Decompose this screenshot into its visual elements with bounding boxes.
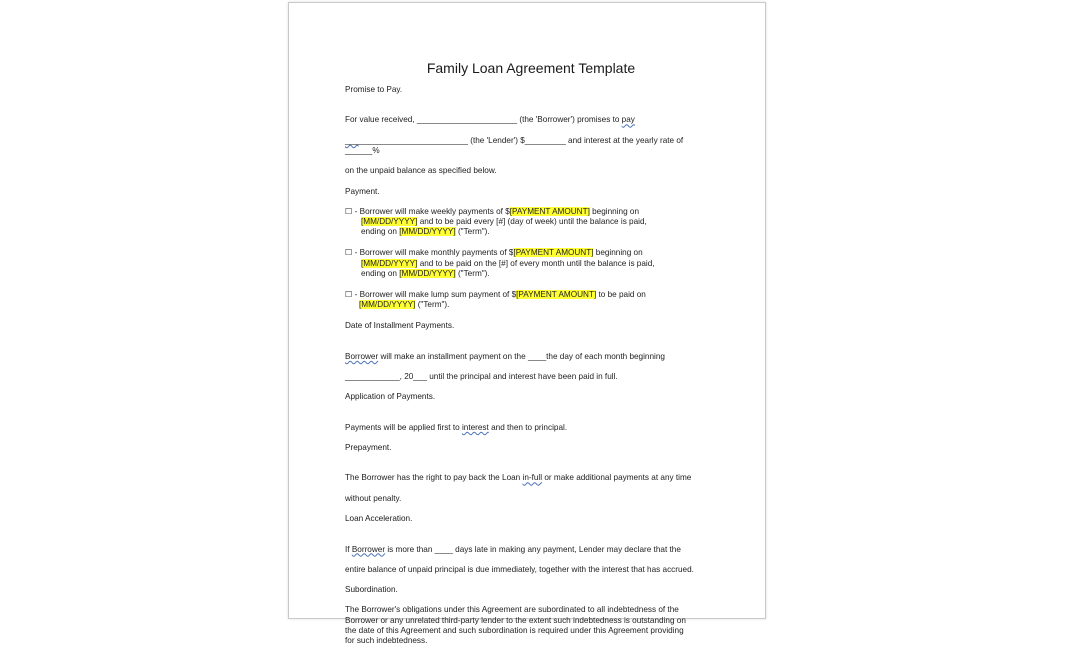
weekly-text: Borrower will make weekly payments of $ <box>357 206 510 216</box>
payment-option-monthly <box>345 248 717 279</box>
checkbox-weekly[interactable]: ☐ - <box>345 206 358 216</box>
payment-option-lump-sum <box>345 290 717 310</box>
monthly-line3 <box>345 269 490 278</box>
acceleration-post: is more than ____ days late in making any payment, Lender may declare that the <box>385 544 681 554</box>
spellcheck-flag[interactable]: pay <box>621 115 635 125</box>
heading-payment: Payment. <box>345 186 380 196</box>
installment-line2: ____________, 20___ until the principal and interest have been paid in full. <box>345 372 618 382</box>
placeholder-date: [MM/DD/YYYY] <box>361 258 418 268</box>
heading-promise-to-pay: Promise to Pay. <box>345 85 403 94</box>
placeholder-payment-amount: [PAYMENT AMOUNT] <box>513 248 594 258</box>
promise-line3: on the unpaid balance as specified below. <box>345 166 497 176</box>
lump-line2 <box>345 300 449 309</box>
application-post: and then to principal. <box>488 422 568 432</box>
monthly-text: ("Term"). <box>455 268 490 278</box>
spellcheck-flag[interactable]: interest <box>461 422 489 432</box>
prepayment-line2: without penalty. <box>345 493 402 503</box>
installment-text <box>345 342 717 383</box>
heading-subordination: Subordination. <box>345 585 398 595</box>
subordination-text: The Borrower's obligations under this Agreement are subordinated to all indebtedness of the Borrower or any unrelated third-party lender to the extent such indebtedness is outstanding on the date of this Agreement and such subordination is required under this Agreement providing for such indebtedness. <box>345 605 686 645</box>
weekly-text: beginning on <box>589 206 640 216</box>
acceleration-text <box>345 534 717 575</box>
placeholder-date: [MM/DD/YYYY] <box>361 217 418 227</box>
heading-application: Application of Payments. <box>345 392 436 402</box>
document-content <box>345 59 717 656</box>
weekly-text: ("Term"). <box>455 227 490 237</box>
heading-acceleration: Loan Acceleration. <box>345 514 413 524</box>
heading-prepayment: Prepayment. <box>345 443 392 453</box>
application-pre: Payments will be applied first to <box>345 422 462 432</box>
application-text <box>345 413 717 433</box>
monthly-line2 <box>345 259 655 268</box>
prepayment-post: or make additional payments at any time <box>542 473 692 483</box>
placeholder-date: [MM/DD/YYYY] <box>359 300 416 310</box>
heading-installment: Date of Installment Payments. <box>345 321 455 331</box>
spellcheck-flag[interactable]: in-full <box>522 473 543 483</box>
monthly-text: ending on <box>361 268 400 278</box>
document-page <box>288 2 766 645</box>
placeholder-payment-amount: [PAYMENT AMOUNT] <box>516 290 597 300</box>
weekly-text: and to be paid every [#] (day of week) until the balance is paid, <box>417 217 647 227</box>
checkbox-monthly[interactable]: ☐ - <box>345 248 358 258</box>
acceleration-pre: If <box>345 544 352 554</box>
lump-text: ("Term"). <box>415 300 450 310</box>
placeholder-date: [MM/DD/YYYY] <box>399 227 456 237</box>
document-title: Family Loan Agreement Template <box>426 60 636 76</box>
payment-option-weekly <box>345 207 717 238</box>
weekly-line3 <box>345 227 490 236</box>
weekly-text: ending on <box>361 227 400 237</box>
monthly-text: Borrower will make monthly payments of $ <box>357 248 514 258</box>
prepayment-text <box>345 463 717 504</box>
lump-text: to be paid on <box>596 290 646 300</box>
monthly-text: beginning on <box>593 248 643 258</box>
promise-line2: ________________________ (the 'Lender') $_________ and interest at the yearly rate of ______% <box>345 135 684 156</box>
monthly-text: and to be paid on the [#] of every month until the balance is paid, <box>417 258 655 268</box>
promise-to-pay-text <box>345 105 717 176</box>
acceleration-line2: entire balance of unpaid principal is due immediately, together with the interest that has accrued. <box>345 564 694 574</box>
installment-line1: will make an installment payment on the ____the day of each month beginning <box>378 351 665 361</box>
checkbox-lump-sum[interactable]: ☐ - <box>345 290 358 300</box>
promise-line1: For value received, ______________________ (the 'Borrower') promises to <box>345 115 622 125</box>
placeholder-date: [MM/DD/YYYY] <box>399 268 456 278</box>
prepayment-pre: The Borrower has the right to pay back the Loan <box>345 473 523 483</box>
weekly-line2 <box>345 217 647 226</box>
placeholder-payment-amount: [PAYMENT AMOUNT] <box>509 206 590 216</box>
spellcheck-flag[interactable]: Borrower <box>345 351 379 361</box>
spellcheck-flag[interactable]: ___ <box>345 135 359 145</box>
lump-text: Borrower will make lump sum payment of $ <box>357 290 517 300</box>
spellcheck-flag[interactable]: Borrower <box>351 544 386 554</box>
